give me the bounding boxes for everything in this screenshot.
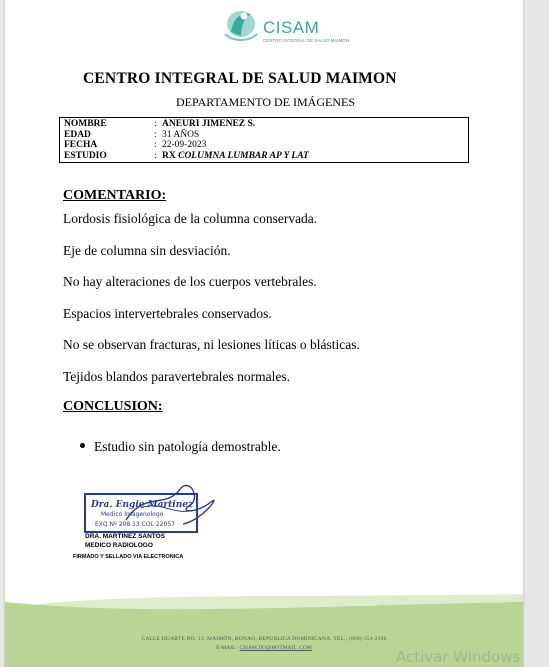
comment-heading: COMENTARIO: bbox=[63, 188, 167, 203]
stamp-role: Medico Imagenologo bbox=[101, 511, 164, 518]
bullet-icon bbox=[80, 443, 85, 448]
name-label: NOMBRE bbox=[64, 119, 107, 129]
comment-line: No se observan fracturas, ni lesiones líticas o blásticas. bbox=[63, 337, 360, 352]
footer-email-label: E-MAIL : bbox=[216, 645, 239, 651]
logo-subtitle: CENTRO INTEGRAL DE SALUD MAIMON bbox=[263, 38, 350, 43]
patient-date-row bbox=[64, 140, 468, 151]
comment-line: No hay alteraciones de los cuerpos vertebrales. bbox=[63, 274, 317, 289]
signature-note: FIRMADO Y SELLADO VIA ELECTRONICA bbox=[73, 554, 184, 560]
activation-watermark: Activar Windows bbox=[396, 648, 521, 666]
study-value: COLUMNA LUMBAR AP Y LAT bbox=[178, 150, 309, 161]
name-separator: : bbox=[154, 119, 157, 129]
age-label: EDAD bbox=[64, 129, 91, 140]
name-value: ANEURI JIMENEZ S. bbox=[162, 119, 256, 129]
doctor-credentials bbox=[85, 533, 165, 550]
logo-emblem-icon bbox=[219, 4, 263, 48]
document-page bbox=[5, 0, 523, 667]
study-prefix: RX bbox=[162, 150, 176, 161]
doctor-name: DRA. MARTINEZ SANTOS bbox=[85, 533, 166, 540]
comment-line: Espacios intervertebrales conservados. bbox=[63, 306, 272, 321]
footer-address: CALLE DUARTE NO. 13, MAIMÓN, BONAO, REPUBLICA DOMINICANA, TEL.: (809)-551-2196 bbox=[141, 636, 387, 642]
age-separator: : bbox=[154, 129, 157, 140]
cisam-logo bbox=[219, 4, 350, 48]
signature-stamp bbox=[71, 480, 231, 565]
study-separator: : bbox=[154, 150, 157, 161]
doctor-role: MEDICO RADIOLOGO bbox=[85, 541, 153, 549]
conclusion-item: Estudio sin patología demostrable. bbox=[94, 439, 281, 454]
stamp-name: Dra. Engie Martinez bbox=[91, 500, 194, 510]
comment-line: Tejidos blandos paravertebrales normales. bbox=[63, 369, 290, 384]
document-title: CENTRO INTEGRAL DE SALUD MAIMON bbox=[83, 70, 397, 87]
patient-info-box bbox=[59, 117, 469, 163]
date-value: 22-09-2023 bbox=[162, 140, 207, 151]
stamp-exq: EXQ Nº 208 13 COL 22057 bbox=[95, 521, 175, 528]
patient-age-row bbox=[64, 130, 468, 141]
patient-name-row bbox=[64, 119, 468, 130]
patient-study-row bbox=[64, 151, 468, 162]
department-name: DEPARTAMENTO DE IMÁGENES bbox=[176, 95, 355, 109]
comment-line: Lordosis fisiológica de la columna conservada. bbox=[63, 211, 318, 226]
logo-text: CISAM bbox=[263, 18, 320, 37]
date-label: FECHA bbox=[64, 140, 98, 151]
age-value: 31 AÑOS bbox=[162, 129, 200, 140]
conclusion-heading: CONCLUSION: bbox=[63, 399, 163, 414]
comment-line: Eje de columna sin desviación. bbox=[63, 243, 231, 258]
footer-email-link[interactable]: CISAM.DO@HOTMAIL .COM bbox=[239, 645, 312, 651]
date-separator: : bbox=[154, 140, 157, 151]
study-label: ESTUDIO bbox=[64, 150, 107, 161]
